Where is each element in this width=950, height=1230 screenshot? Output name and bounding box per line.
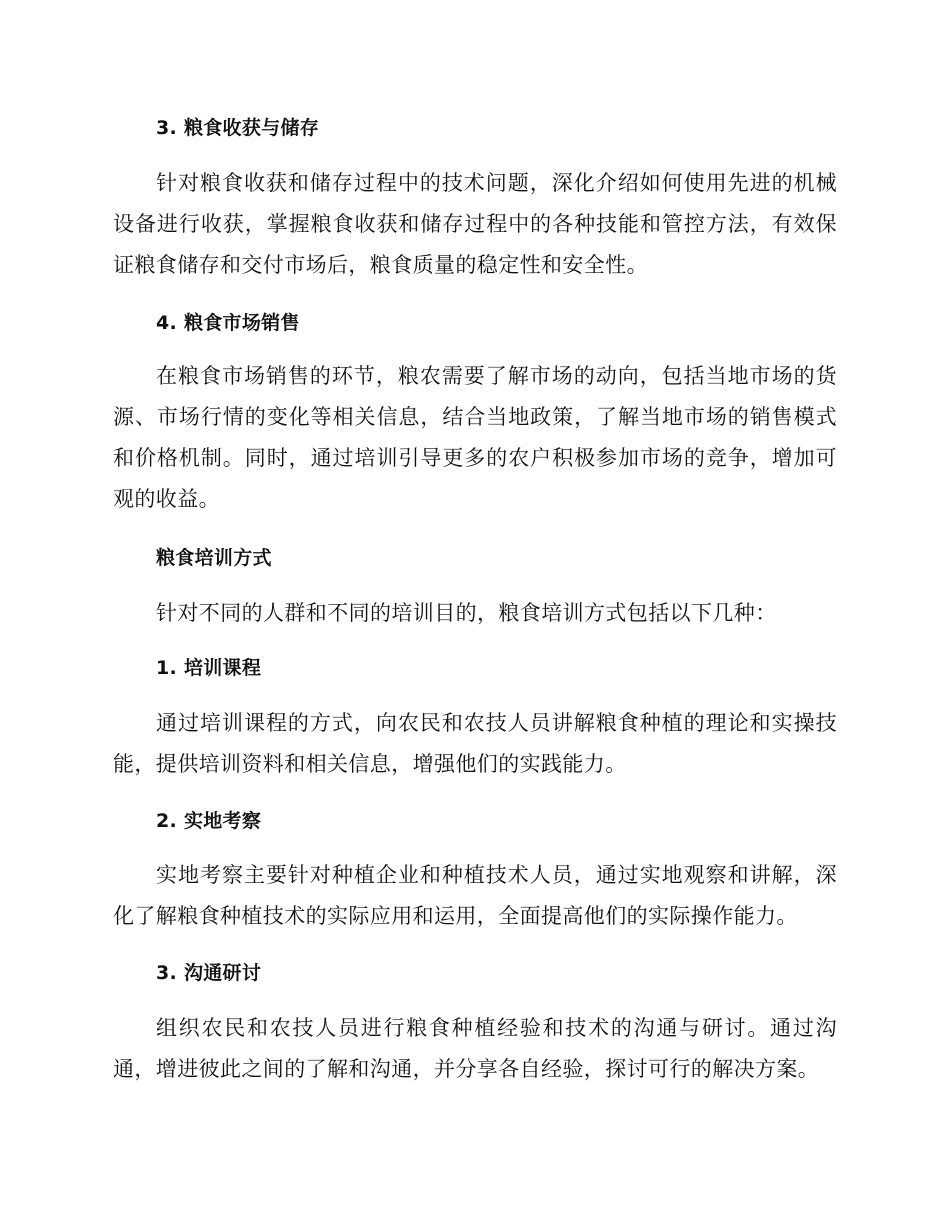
section-paragraph: 实地考察主要针对种植企业和种植技术人员，通过实地观察和讲解，深化了解粮食种植技术的实际应用和运用，全面提高他们的实际操作能力。 <box>113 863 837 928</box>
section-paragraph: 在粮食市场销售的环节，粮农需要了解市场的动向，包括当地市场的货源、市场行情的变化等相关信息，结合当地政策，了解当地市场的销售模式和价格机制。同时，通过培训引导更多的农户积极参加市场的竞争，增加可观的收益。 <box>113 364 837 511</box>
section-heading: 3. 粮食收获与储存 <box>156 117 320 139</box>
section-paragraph: 组织农民和农技人员进行粮食种植经验和技术的沟通与研讨。通过沟通，增进彼此之间的了解和沟通，并分享各自经验，探讨可行的解决方案。 <box>113 1016 837 1081</box>
section-heading: 3. 沟通研讨 <box>156 962 262 984</box>
section-heading: 1. 培训课程 <box>156 657 262 679</box>
section-heading: 4. 粮食市场销售 <box>156 312 300 334</box>
section-heading: 粮食培训方式 <box>156 547 272 569</box>
section-heading: 2. 实地考察 <box>156 810 262 832</box>
section-paragraph: 通过培训课程的方式，向农民和农技人员讲解粮食种植的理论和实操技能，提供培训资料和相关信息，增强他们的实践能力。 <box>113 711 837 776</box>
section-paragraph: 针对不同的人群和不同的培训目的，粮食培训方式包括以下几种： <box>156 601 777 625</box>
section-paragraph: 针对粮食收获和储存过程中的技术问题，深化介绍如何使用先进的机械设备进行收获，掌握粮食收获和储存过程中的各种技能和管控方法，有效保证粮食储存和交付市场后，粮食质量的稳定性和安全性。 <box>113 171 837 277</box>
